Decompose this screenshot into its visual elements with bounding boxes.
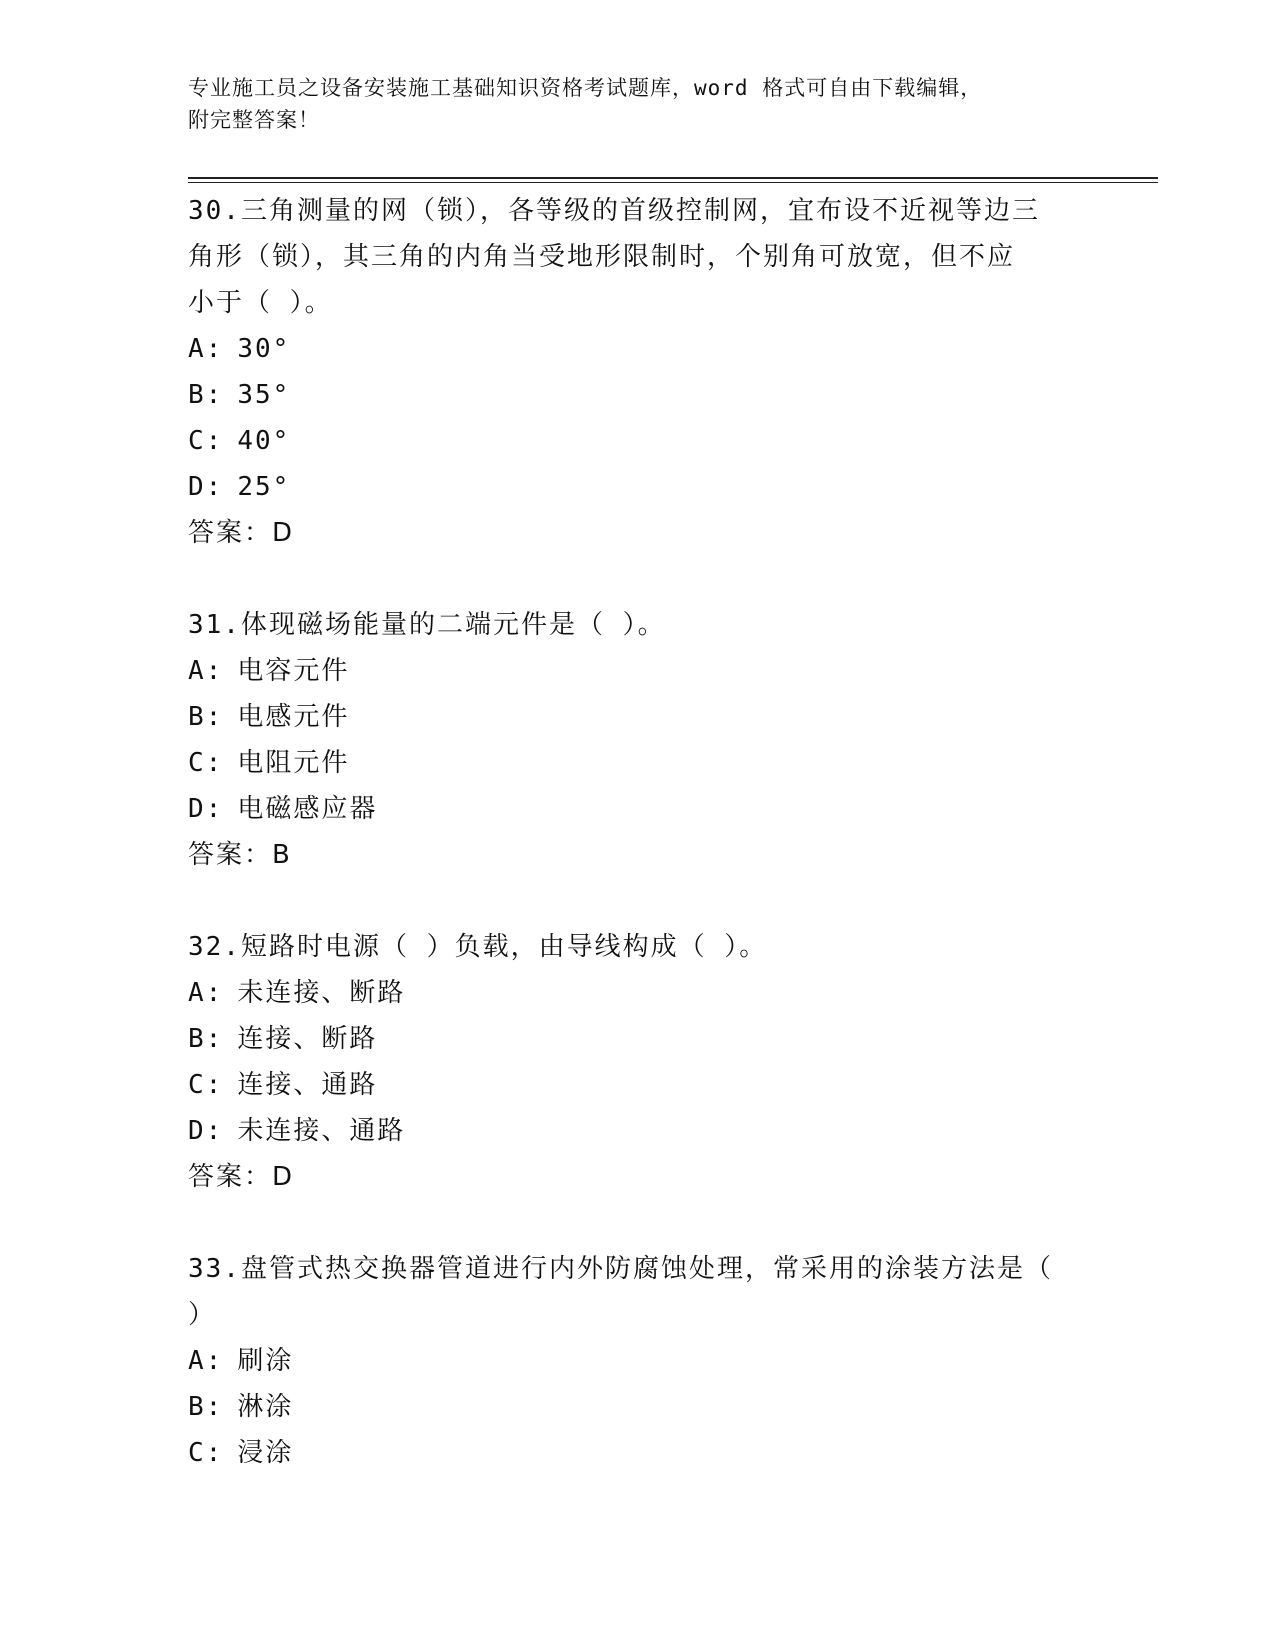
option-text: 淋涂: [237, 1392, 294, 1422]
option-c: [188, 1062, 1068, 1108]
option-d: [188, 1108, 1068, 1154]
question-stem-line: 角形（锁），其三角的内角当受地形限制时，个别角可放宽，但不应: [188, 242, 1016, 272]
option-text: 电感元件: [237, 702, 350, 732]
option-text: 30°: [237, 334, 291, 364]
question-spacer: [188, 878, 1068, 924]
answer-line: [188, 510, 1068, 556]
question-number: 31.: [188, 610, 241, 640]
option-b: [188, 1384, 1068, 1430]
answer-line: [188, 832, 1068, 878]
option-letter: C:: [188, 748, 224, 778]
option-text: 电阻元件: [237, 748, 350, 778]
answer-label: 答案：: [188, 518, 273, 548]
question-spacer: [188, 1200, 1068, 1246]
question-30: [188, 188, 1068, 602]
option-letter: A:: [188, 334, 224, 364]
option-letter: C:: [188, 1438, 224, 1468]
option-text: 浸涂: [237, 1438, 294, 1468]
option-c: [188, 740, 1068, 786]
option-letter: D:: [188, 1116, 224, 1146]
answer-value: D: [272, 1162, 295, 1192]
option-letter: D:: [188, 794, 224, 824]
option-text: 40°: [237, 426, 291, 456]
question-stem-line: [188, 602, 1068, 648]
question-text: 体现磁场能量的二端元件是（ ）。: [240, 610, 666, 640]
option-letter: B:: [188, 380, 224, 410]
option-text: 25°: [237, 472, 291, 502]
option-letter: C:: [188, 426, 224, 456]
option-d: [188, 786, 1068, 832]
option-letter: B:: [188, 702, 224, 732]
question-stem-line: [188, 1246, 1068, 1292]
question-stem-line: 小于（ ）。: [188, 288, 333, 318]
option-a: [188, 648, 1068, 694]
option-text: 连接、断路: [237, 1024, 378, 1054]
document-header: [188, 72, 1068, 136]
header-line-2: 附完整答案！: [188, 108, 320, 132]
question-text: 盘管式热交换器管道进行内外防腐蚀处理，常采用的涂装方法是（: [240, 1254, 1053, 1284]
question-number: 33.: [188, 1254, 241, 1284]
question-33: [188, 1246, 1068, 1476]
option-letter: B:: [188, 1024, 224, 1054]
answer-label: 答案：: [188, 1162, 273, 1192]
header-line-1: 专业施工员之设备安装施工基础知识资格考试题库，word 格式可自由下载编辑，: [188, 76, 983, 100]
option-c: [188, 418, 1068, 464]
option-letter: D:: [188, 472, 224, 502]
answer-value: D: [272, 518, 295, 548]
answer-label: 答案：: [188, 840, 273, 870]
question-number: 30.: [188, 196, 241, 226]
option-b: [188, 694, 1068, 740]
option-d: [188, 464, 1068, 510]
question-number: 32.: [188, 932, 241, 962]
option-text: 未连接、通路: [237, 1116, 406, 1146]
option-a: [188, 326, 1068, 372]
option-text: 刷涂: [237, 1346, 294, 1376]
header-divider: [188, 177, 1158, 183]
option-text: 连接、通路: [237, 1070, 378, 1100]
option-text: 未连接、断路: [237, 978, 406, 1008]
option-text: 电磁感应器: [237, 794, 378, 824]
question-text: 短路时电源（ ）负载，由导线构成（ ）。: [240, 932, 768, 962]
option-a: [188, 1338, 1068, 1384]
option-b: [188, 372, 1068, 418]
option-letter: B:: [188, 1392, 224, 1422]
option-text: 电容元件: [237, 656, 350, 686]
option-letter: A:: [188, 656, 224, 686]
option-a: [188, 970, 1068, 1016]
option-b: [188, 1016, 1068, 1062]
option-c: [188, 1430, 1068, 1476]
option-text: 35°: [237, 380, 291, 410]
option-letter: C:: [188, 1070, 224, 1100]
question-31: [188, 602, 1068, 924]
question-stem-line: [188, 924, 1068, 970]
question-stem-line: [188, 188, 1068, 234]
question-stem-line: ）: [188, 1300, 217, 1330]
answer-value: B: [272, 840, 292, 870]
option-letter: A:: [188, 978, 224, 1008]
question-text: 三角测量的网（锁），各等级的首级控制网，宜布设不近视等边三: [240, 196, 1040, 226]
answer-line: [188, 1154, 1068, 1200]
question-list: [188, 188, 1068, 1476]
option-letter: A:: [188, 1346, 224, 1376]
question-32: [188, 924, 1068, 1246]
question-spacer: [188, 556, 1068, 602]
